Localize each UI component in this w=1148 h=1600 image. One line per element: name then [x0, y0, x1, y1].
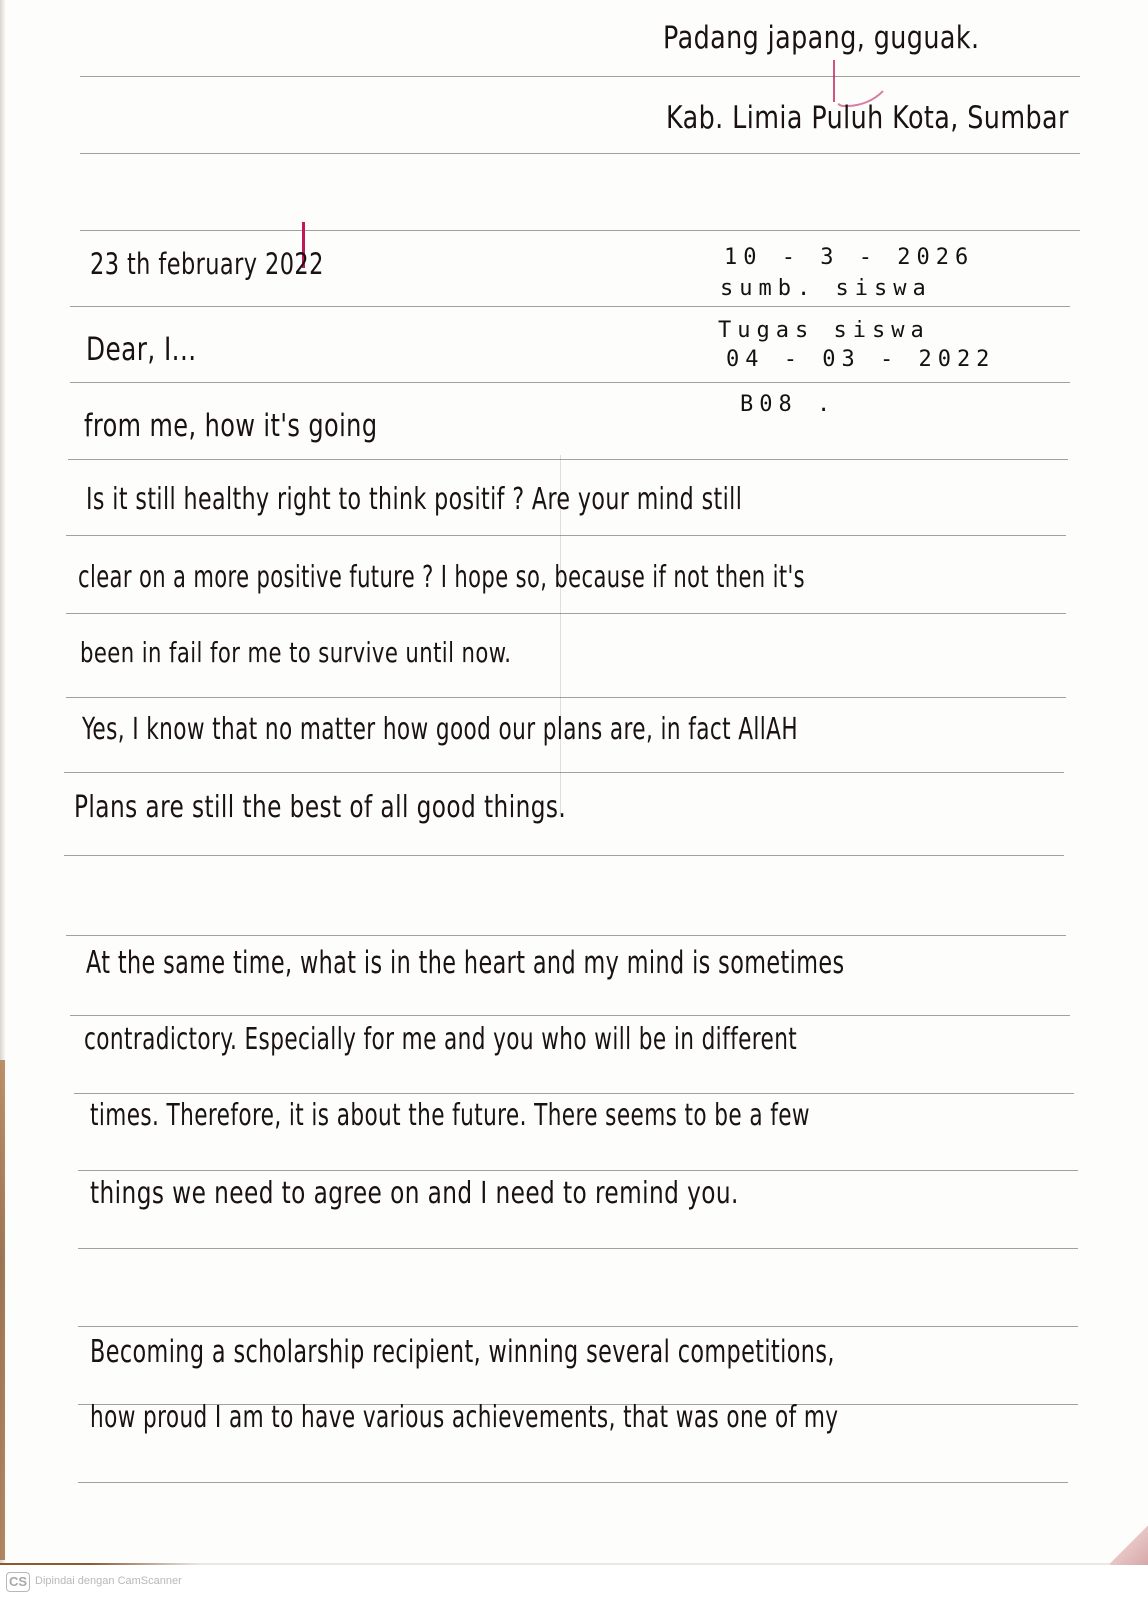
body-line: At the same time, what is in the heart and my mind is sometimes: [86, 945, 845, 981]
scanner-footer: [0, 1565, 1148, 1600]
ruling-line: [78, 1326, 1078, 1327]
ruling-line: [64, 855, 1064, 856]
body-line: Becoming a scholarship recipient, winning several competitions,: [90, 1334, 835, 1370]
page-corner-fold: [1110, 1523, 1148, 1565]
side-note-line-1: 10 - 3 - 2026: [724, 245, 975, 270]
ruling-line: [80, 153, 1080, 154]
ruling-line: [64, 772, 1064, 773]
body-line: clear on a more positive future ? I hope so, because if not then it's: [78, 560, 806, 595]
ruling-line: [80, 76, 1080, 77]
salutation: Dear, I...: [86, 330, 197, 368]
opening-line: from me, how it's going: [84, 408, 378, 444]
body-line: how proud I am to have various achievements, that was one of my: [90, 1400, 839, 1435]
ruling-line: [66, 535, 1066, 536]
camscanner-watermark: Dipindai dengan CamScanner: [35, 1575, 182, 1587]
body-line: Is it still healthy right to think positif ? Are your mind still: [86, 482, 743, 517]
ruling-line: [70, 306, 1070, 307]
body-line: times. Therefore, it is about the future. There seems to be a few: [90, 1098, 810, 1133]
ruling-line: [74, 1093, 1074, 1094]
ruling-line: [66, 613, 1066, 614]
ruling-line: [70, 382, 1070, 383]
letter-date: 23 th february 2022: [90, 247, 324, 281]
body-line: Yes, I know that no matter how good our plans are, in fact AllAH: [82, 712, 798, 747]
side-note-line-4: 04 - 03 - 2022: [726, 347, 996, 372]
body-line: things we need to agree on and I need to remind you.: [90, 1176, 739, 1211]
ruling-line: [80, 230, 1080, 231]
ruling-line: [78, 1170, 1078, 1171]
side-note-line-3: Tugas siswa: [718, 318, 930, 343]
camscanner-logo-icon: CS: [6, 1572, 30, 1592]
address-line-2: Kab. Limia Puluh Kota, Sumbar: [666, 100, 1069, 136]
ruling-line: [66, 935, 1066, 936]
side-note-line-5: B08 .: [740, 392, 837, 417]
side-note-line-2: sumb. siswa: [720, 276, 932, 301]
ruling-line: [70, 1015, 1070, 1016]
address-line-1: Padang japang, guguak.: [663, 20, 980, 56]
body-line: been in fail for me to survive until now.: [80, 636, 512, 669]
ruling-line: [68, 459, 1068, 460]
ruling-line: [78, 1482, 1068, 1483]
ruling-line: [78, 1248, 1078, 1249]
body-line: contradictory. Especially for me and you who will be in different: [84, 1022, 798, 1057]
body-line: Plans are still the best of all good things.: [74, 790, 567, 825]
ruling-line: [66, 697, 1066, 698]
page-binding-edge: [0, 1060, 5, 1560]
